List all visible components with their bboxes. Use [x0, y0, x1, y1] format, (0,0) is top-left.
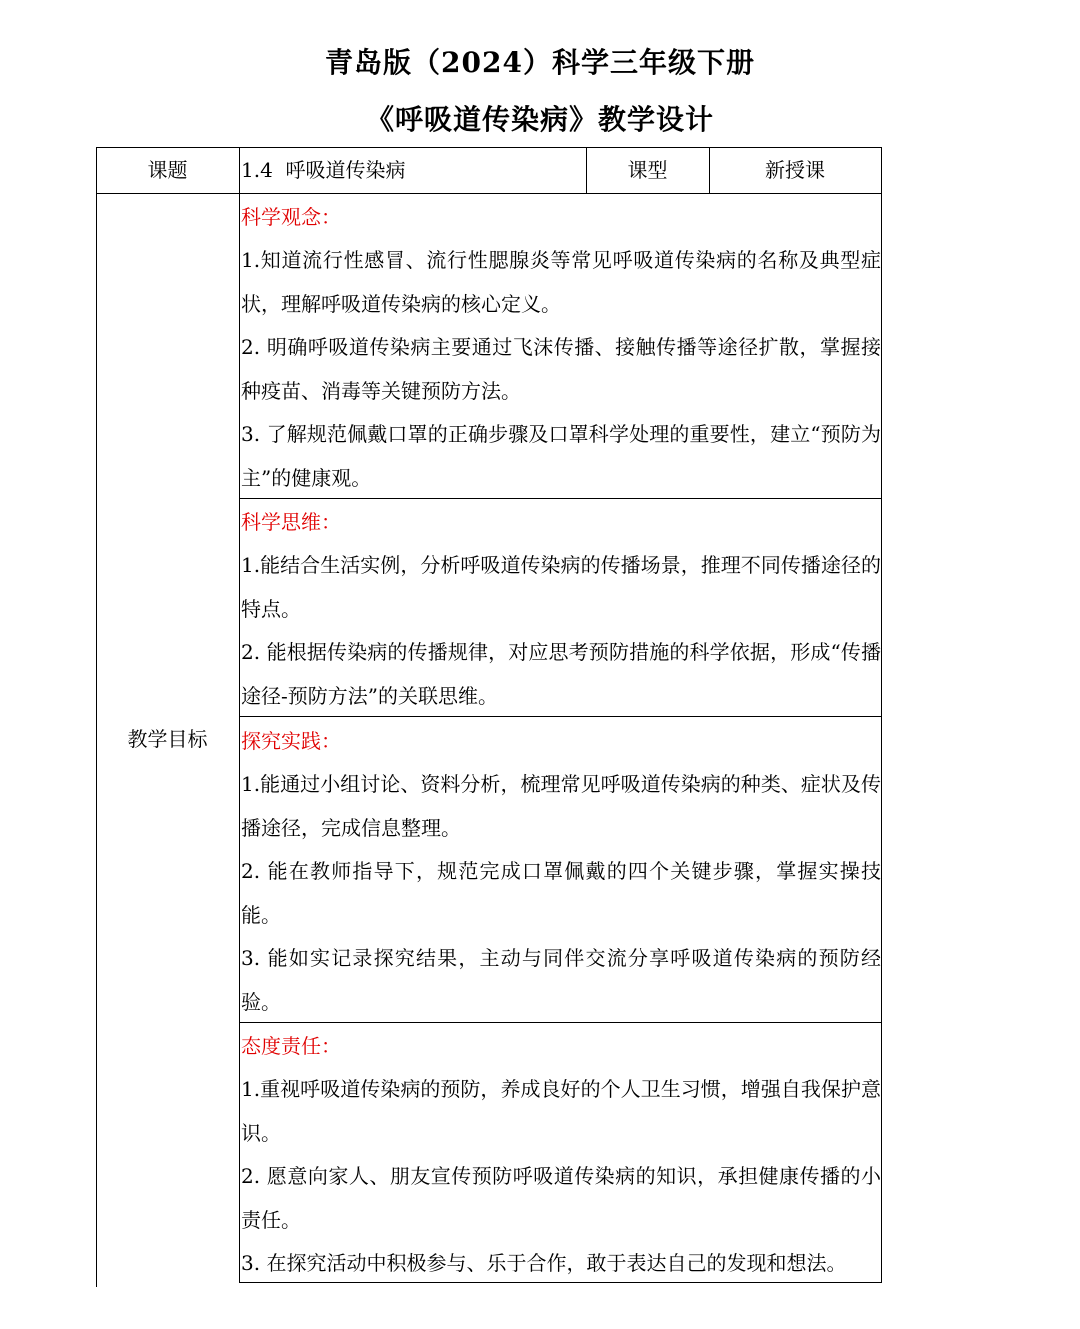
objective-item: 3. 能如实记录探究结果，主动与同伴交流分享呼吸道传染病的预防经验。: [241, 946, 881, 1014]
objective-item: 1.能结合生活实例，分析呼吸道传染病的传播场景，推理不同传播途径的特点。: [241, 553, 881, 621]
objective-item: 2. 明确呼吸道传染病主要通过飞沫传播、接触传播等途径扩散，掌握接种疫苗、消毒等关键预防方法。: [241, 335, 881, 403]
lesson-table: [96, 147, 882, 1287]
topic-label: 课题: [147, 158, 188, 182]
objective-item: 2. 愿意向家人、朋友宣传预防呼吸道传染病的知识，承担健康传播的小责任。: [241, 1164, 881, 1232]
objective-item: 1.知道流行性感冒、流行性腮腺炎等常见呼吸道传染病的名称及典型症状，理解呼吸道传染病的核心定义。: [241, 248, 881, 316]
objective-item: 3. 了解规范佩戴口罩的正确步骤及口罩科学处理的重要性，建立“预防为主”的健康观。: [241, 422, 881, 490]
objective-section: [241, 195, 881, 500]
objective-item: 1.能通过小组讨论、资料分析，梳理常见呼吸道传染病的种类、症状及传播途径，完成信息整理。: [241, 772, 881, 840]
objective-section: [241, 1024, 881, 1286]
section-heading: 科学思维：: [241, 510, 341, 534]
table-border-right: [881, 147, 882, 1283]
section-heading: 态度责任：: [241, 1034, 341, 1058]
type-value: 新授课: [765, 158, 825, 182]
type-label: 课型: [627, 158, 668, 182]
objective-item: 1.重视呼吸道传染病的预防，养成良好的个人卫生习惯，增强自我保护意识。: [241, 1077, 881, 1145]
topic-value: 1.4 呼吸道传染病: [241, 158, 406, 182]
objectives-label: 教学目标: [127, 727, 208, 751]
objective-section: [241, 719, 881, 1024]
header-row-divider: [96, 193, 882, 194]
document-title: 青岛版（2024）科学三年级下册: [325, 46, 755, 79]
objective-item: 2. 能在教师指导下，规范完成口罩佩戴的四个关键步骤，掌握实操技能。: [241, 859, 881, 927]
document-subtitle: 《呼吸道传染病》教学设计: [365, 103, 714, 136]
section-heading: 科学观念：: [241, 205, 341, 229]
section-heading: 探究实践：: [241, 729, 341, 753]
objective-item: 3. 在探究活动中积极参与、乐于合作，敢于表达自己的发现和想法。: [241, 1251, 847, 1275]
objective-section: [241, 500, 881, 718]
label-column-divider: [239, 147, 240, 1283]
objective-item: 2. 能根据传染病的传播规律，对应思考预防措施的科学依据，形成“传播途径-预防方法”的关联思维。: [241, 640, 881, 708]
